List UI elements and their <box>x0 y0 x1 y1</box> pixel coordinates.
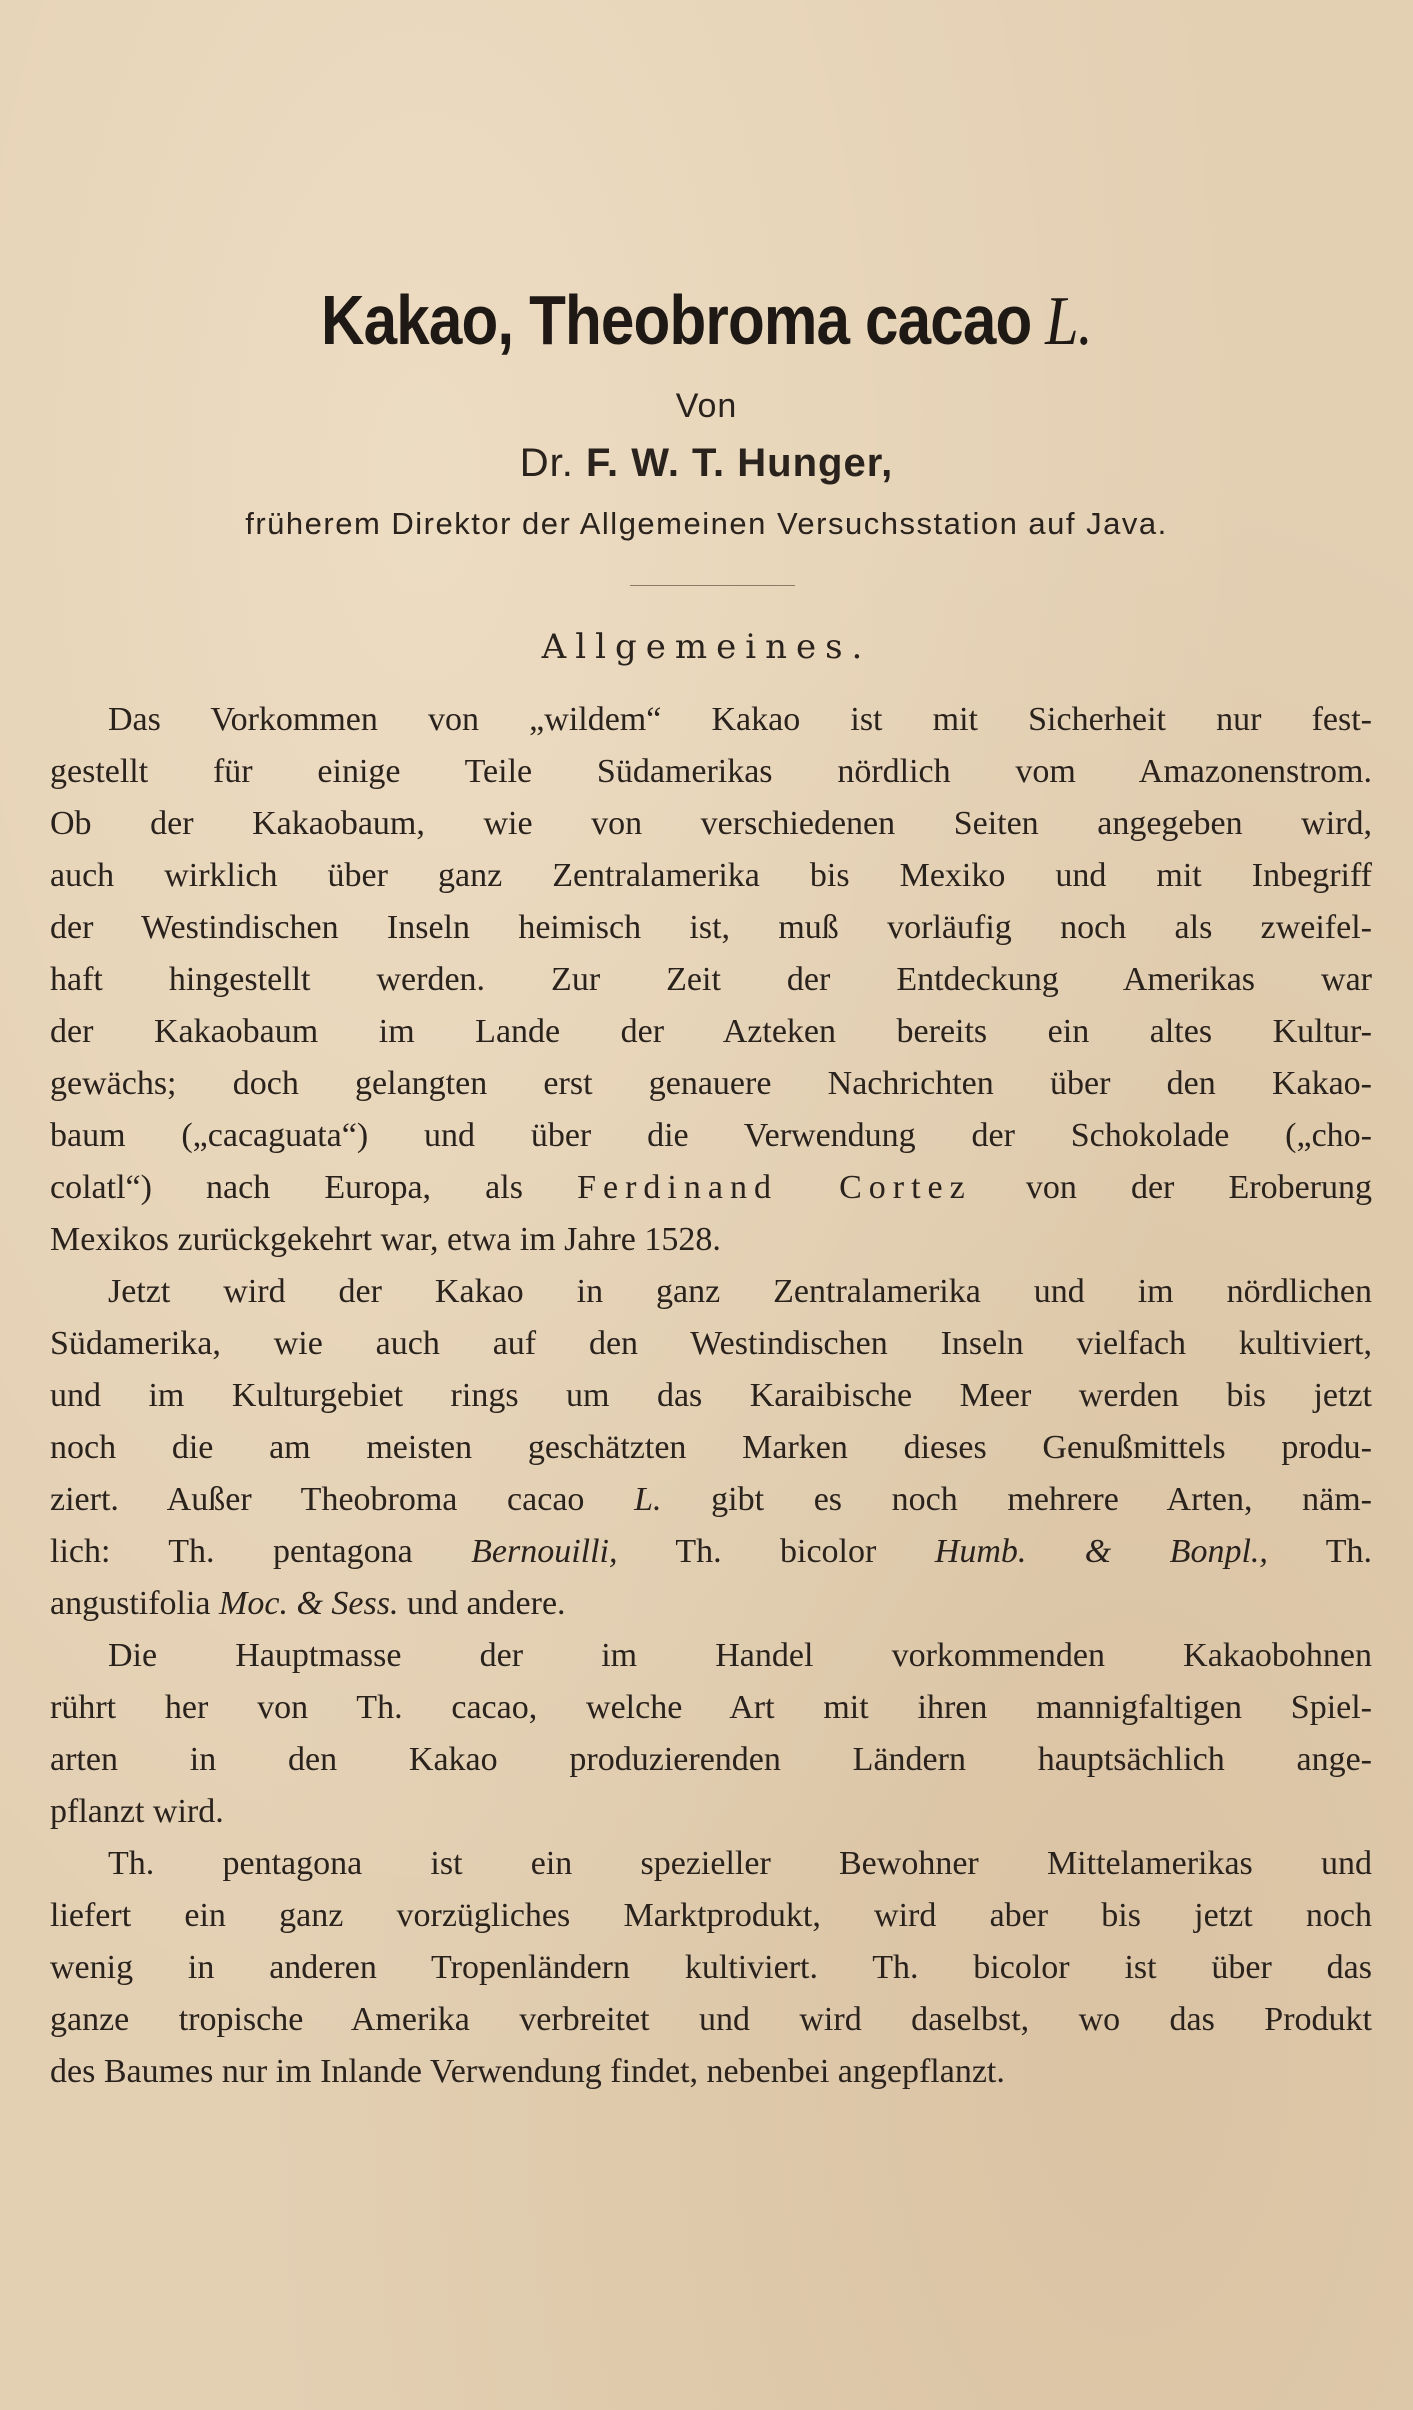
paragraph-3-line-1 <box>50 1630 1372 1682</box>
paragraph-2-line-7 <box>50 1578 1372 1630</box>
text-run: baum („cacaguata“) und über die Verwendung der Schokolade („cho- <box>50 1117 1372 1154</box>
author-line <box>0 438 1413 488</box>
paragraph-2-line-1 <box>50 1266 1372 1318</box>
text-run: gibt es noch mehrere Arten, näm- <box>661 1481 1372 1518</box>
text-run: Th. bicolor <box>617 1533 935 1570</box>
byline-von: Von <box>675 387 738 425</box>
paragraph-1-line-8 <box>50 1058 1372 1110</box>
text-run: von der Eroberung <box>971 1169 1372 1206</box>
body-text <box>50 694 1372 2098</box>
paragraph-1-line-7 <box>50 1006 1372 1058</box>
author-affiliation: früherem Direktor der Allgemeinen Versuchsstation auf Java. <box>245 506 1168 541</box>
text-run: rührt her von Th. cacao, welche Art mit ihren mannigfaltigen Spiel- <box>50 1689 1372 1726</box>
paragraph-2-line-6 <box>50 1526 1372 1578</box>
text-run: Jetzt wird der Kakao in ganz Zentralamerika und im nördlichen <box>108 1273 1372 1310</box>
text-run: und andere. <box>398 1585 566 1622</box>
text-run: angustifolia <box>50 1585 220 1622</box>
text-run: des Baumes nur im Inlande Verwendung findet, nebenbei angepflanzt. <box>50 2053 1005 2090</box>
text-run: pflanzt wird. <box>50 1793 224 1830</box>
paragraph-4-line-2 <box>50 1890 1372 1942</box>
article-title <box>99 275 1314 367</box>
separator-rule <box>630 585 795 586</box>
paragraph-1-line-1 <box>50 694 1372 746</box>
text-run: Das Vorkommen von „wildem“ Kakao ist mit Sicherheit nur fest- <box>108 701 1372 738</box>
title-author-abbrev: L. <box>1045 283 1092 360</box>
text-run: ziert. Außer Theobroma cacao <box>50 1481 635 1518</box>
paragraph-1-line-4 <box>50 850 1372 902</box>
text-run: arten in den Kakao produzierenden Ländern hauptsächlich ange- <box>50 1741 1372 1778</box>
text-run: wenig in anderen Tropenländern kultiviert. Th. bicolor ist über das <box>50 1949 1372 1986</box>
text-run: Ob der Kakaobaum, wie von verschiedenen Seiten angegeben wird, <box>50 805 1372 842</box>
paragraph-2-line-2 <box>50 1318 1372 1370</box>
paragraph-1-line-6 <box>50 954 1372 1006</box>
text-run: der Westindischen Inseln heimisch ist, muß vorläufig noch als zweifel- <box>50 909 1372 946</box>
text-run: ganze tropische Amerika verbreitet und wird daselbst, wo das Produkt <box>50 2001 1372 2038</box>
text-run: Die Hauptmasse der im Handel vorkommenden Kakaobohnen <box>108 1637 1372 1674</box>
paragraph-3-line-2 <box>50 1682 1372 1734</box>
title-main: Kakao, Theobroma cacao <box>320 281 1032 359</box>
paragraph-4-line-3 <box>50 1942 1372 1994</box>
text-run: gewächs; doch gelangten erst genauere Nachrichten über den Kakao- <box>50 1065 1372 1102</box>
text-run: lich: Th. pentagona <box>50 1533 472 1570</box>
paragraph-1-line-9 <box>50 1110 1372 1162</box>
text-run: colatl“) nach Europa, als <box>50 1169 578 1206</box>
paragraph-2-line-5 <box>50 1474 1372 1526</box>
text-run: und im Kulturgebiet rings um das Karaibische Meer werden bis jetzt <box>50 1377 1372 1414</box>
text-run: auch wirklich über ganz Zentralamerika bis Mexiko und mit Inbegriff <box>50 857 1372 894</box>
section-heading: Allgemeines. <box>541 627 872 667</box>
paragraph-1-line-2 <box>50 746 1372 798</box>
text-run: Mexikos zurückgekehrt war, etwa im Jahre 1528. <box>50 1221 721 1258</box>
paragraph-3-line-3 <box>50 1734 1372 1786</box>
spaced-name: Ferdinand Cortez <box>577 1169 972 1206</box>
text-run: der Kakaobaum im Lande der Azteken bereits ein altes Kultur- <box>50 1013 1372 1050</box>
text-run: noch die am meisten geschätzten Marken dieses Genußmittels produ- <box>50 1429 1372 1466</box>
text-run: Südamerika, wie auch auf den Westindischen Inseln vielfach kultiviert, <box>50 1325 1372 1362</box>
paragraph-1-line-3 <box>50 798 1372 850</box>
paragraph-3-line-4 <box>50 1786 1372 1838</box>
text-run: haft hingestellt werden. Zur Zeit der Entdeckung Amerikas war <box>50 961 1372 998</box>
paragraph-4-line-1 <box>50 1838 1372 1890</box>
text-run: gestellt für einige Teile Südamerikas nördlich vom Amazonenstrom. <box>50 753 1372 790</box>
paragraph-2-line-4 <box>50 1422 1372 1474</box>
paragraph-2-line-3 <box>50 1370 1372 1422</box>
italic-text: Moc. & Sess. <box>219 1585 399 1622</box>
italic-text: L. <box>634 1481 662 1518</box>
text-run: Th. pentagona ist ein spezieller Bewohner Mittelamerikas und <box>108 1845 1372 1882</box>
paragraph-1-line-10 <box>50 1162 1372 1214</box>
text-run: liefert ein ganz vorzügliches Marktprodukt, wird aber bis jetzt noch <box>50 1897 1372 1934</box>
paragraph-1-line-5 <box>50 902 1372 954</box>
paragraph-4-line-5 <box>50 2046 1372 2098</box>
author-name: F. W. T. Hunger, <box>586 441 894 485</box>
paragraph-4-line-4 <box>50 1994 1372 2046</box>
author-prefix: Dr. <box>519 441 574 485</box>
italic-text: Bernouilli, <box>471 1533 618 1570</box>
text-run: Th. <box>1267 1533 1372 1570</box>
paragraph-1-line-11 <box>50 1214 1372 1266</box>
italic-text: Humb. & Bonpl., <box>934 1533 1268 1570</box>
